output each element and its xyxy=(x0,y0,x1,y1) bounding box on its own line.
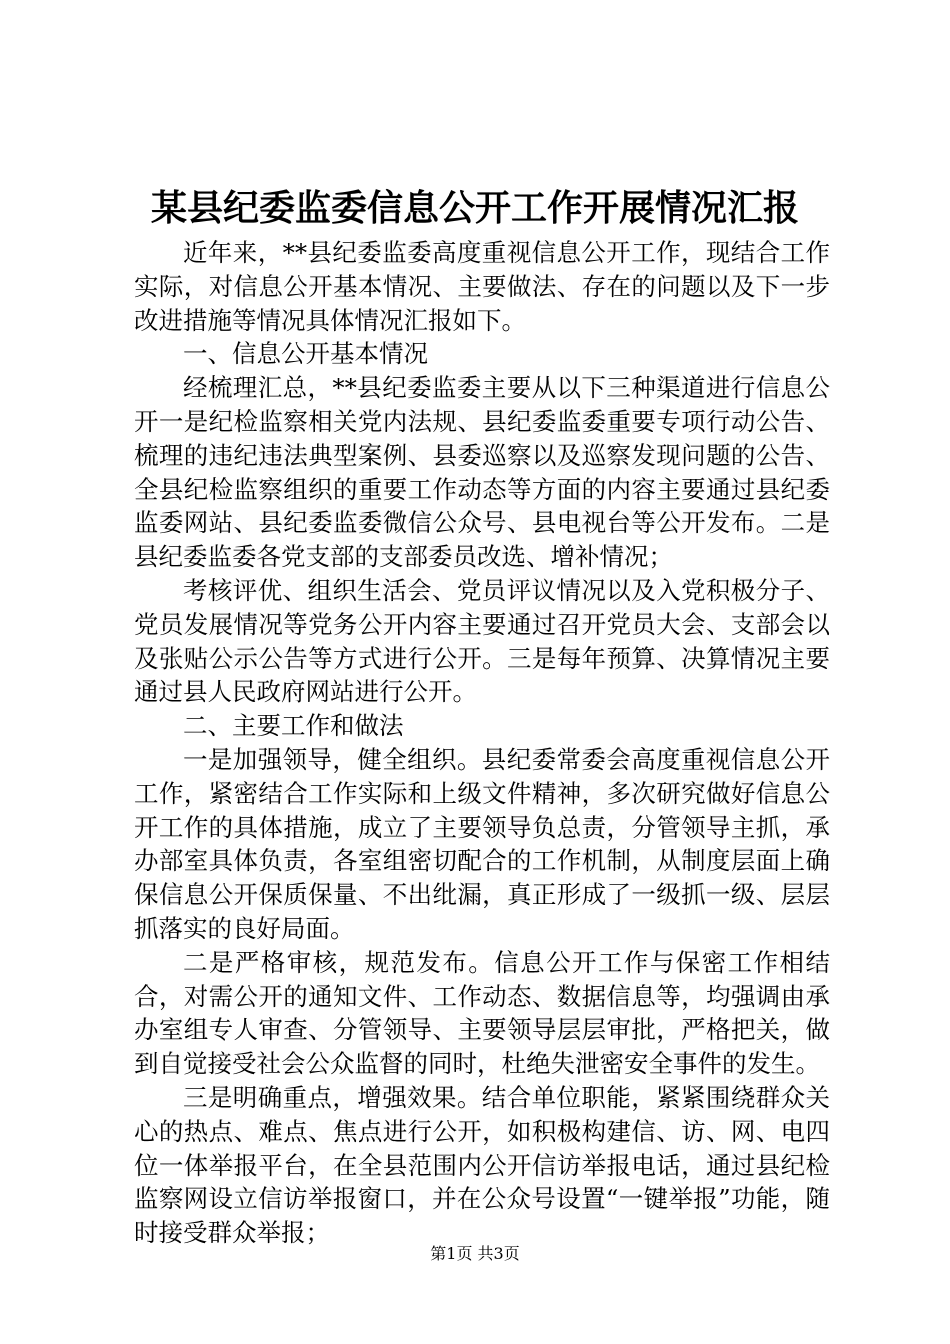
intro-paragraph: 近年来，**县纪委监委高度重视信息公开工作，现结合工作实际，对信息公开基本情况、主要做法、存在的问题以及下一步改进措施等情况具体情况汇报如下。 xyxy=(134,238,830,335)
page-number-footer: 第1页 共3页 xyxy=(430,1244,520,1263)
document-title: 某县纪委监委信息公开工作开展情况汇报 xyxy=(150,187,799,229)
body-paragraph: 考核评优、组织生活会、党员评议情况以及入党积极分子、党员发展情况等党务公开内容主要通过召开党员大会、支部会以及张贴公示公告等方式进行公开。三是每年预算、决算情况主要通过县人民政府网站进行公开。 xyxy=(134,575,830,707)
section-heading-2: 二、主要工作和做法 xyxy=(183,711,404,741)
body-paragraph: 三是明确重点，增强效果。结合单位职能，紧紧围绕群众关心的热点、难点、焦点进行公开，如积极构建信、访、网、电四位一体举报平台，在全县范围内公开信访举报电话，通过县纪检监察网设立信访举报窗口，并在公众号设置“一键举报”功能，随时接受群众举报； xyxy=(134,1082,830,1248)
body-paragraph: 经梳理汇总，**县纪委监委主要从以下三种渠道进行信息公开一是纪检监察相关党内法规、县纪委监委重要专项行动公告、梳理的违纪违法典型案例、县委巡察以及巡察发现问题的公告、全县纪检监察组织的重要工作动态等方面的内容主要通过县纪委监委网站、县纪委监委微信公众号、县电视台等公开发布。二是县纪委监委各党支部的支部委员改选、增补情况； xyxy=(134,373,830,572)
document-body xyxy=(134,236,830,1250)
body-paragraph: 二是严格审核，规范发布。信息公开工作与保密工作相结合，对需公开的通知文件、工作动态、数据信息等，均强调由承办室组专人审查、分管领导、主要领导层层审批，严格把关，做到自觉接受社会公众监督的同时，杜绝失泄密安全事件的发生。 xyxy=(134,947,830,1079)
body-paragraph: 一是加强领导，健全组织。县纪委常委会高度重视信息公开工作，紧密结合工作实际和上级文件精神，多次研究做好信息公开工作的具体措施，成立了主要领导负总责，分管领导主抓，承办部室具体负责，各室组密切配合的工作机制，从制度层面上确保信息公开保质保量、不出纰漏，真正形成了一级抓一级、层层抓落实的良好局面。 xyxy=(134,744,830,943)
section-heading-1: 一、信息公开基本情况 xyxy=(183,339,428,369)
